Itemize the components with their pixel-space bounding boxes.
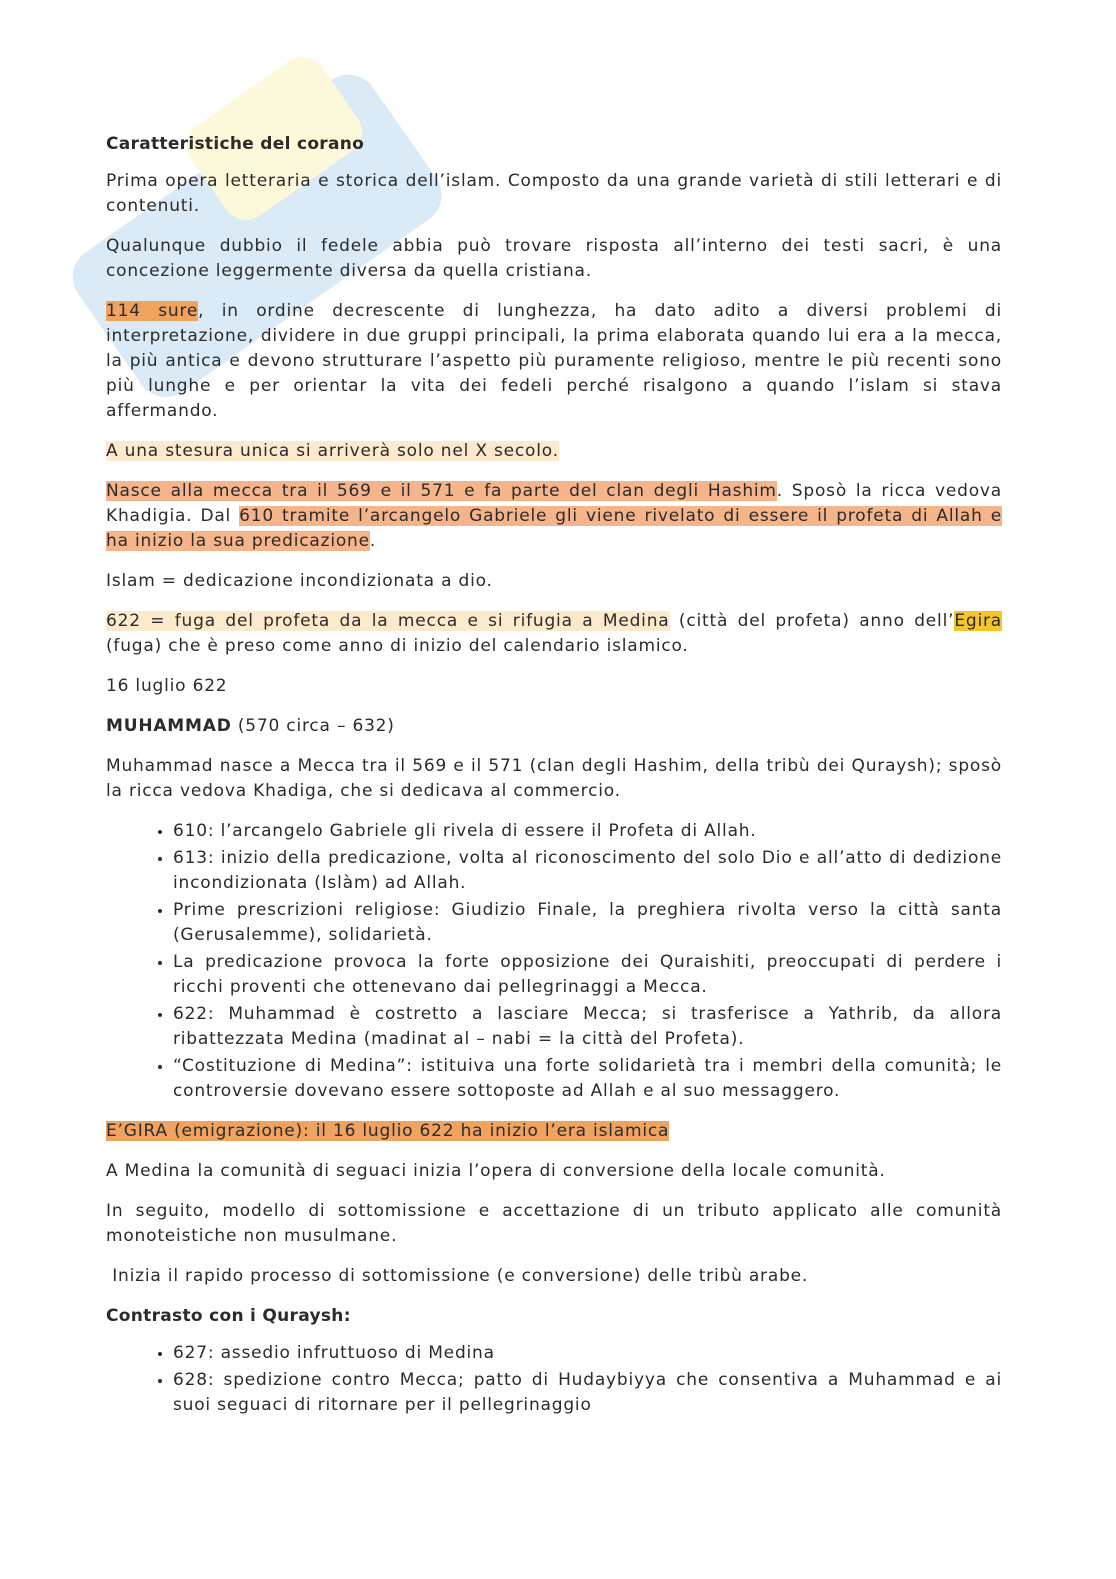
muhammad-heading: MUHAMMAD: [106, 716, 232, 736]
paragraph-7: [106, 609, 1002, 659]
paragraph-4: [106, 439, 1002, 464]
document-title: Caratteristiche del corano: [106, 134, 365, 154]
list-item: • 622: Muhammad è costretto a lasciare Mecca; si trasferisce a Yathrib, da allora ribattezzata Medina (madinat al – nabi = la città del Profeta).: [173, 1002, 1002, 1052]
list-item: • La predicazione provoca la forte opposizione dei Quraishiti, preoccupati di perdere i ricchi proventi che ottenevano dai pellegrinaggi a Mecca.: [173, 950, 1002, 1000]
paragraph-6: Islam = dedicazione incondizionata a dio.: [106, 571, 493, 591]
highlight-stesura: A una stesura unica si arriverà solo nel X secolo.: [106, 441, 559, 461]
paragraph-5-end: .: [369, 531, 377, 551]
list-item: • “Costituzione di Medina”: istituiva una forte solidarietà tra i membri della comunità; le controversie dovevano essere sottoposte ad Allah e al suo messaggero.: [173, 1054, 1002, 1104]
paragraph-1: Prima opera letteraria e storica dell’islam. Composto da una grande varietà di stili letterari e di contenuti.: [106, 171, 1002, 216]
paragraph-3-text: , in ordine decrescente di lunghezza, ha dato adito a diversi problemi di interpretazione, dividere in due gruppi principali, la prima elaborata quando lui era a la mecca, la più antica e devono strutturare l’aspetto più puramente religioso, mentre le più recenti sono più lunghe e per orientar la vita dei fedeli perché risalgono a quando l’islam si stava affermando.: [106, 301, 1002, 421]
bullet-list-2: [106, 1341, 1002, 1418]
paragraph-8: 16 luglio 622: [106, 676, 228, 696]
list-item: • 627: assedio infruttuoso di Medina: [173, 1341, 1002, 1366]
paragraph-14: Inizia il rapido processo di sottomissione (e conversione) delle tribù arabe.: [106, 1266, 809, 1286]
highlight-rivelazione: 610 tramite l’arcangelo Gabriele gli viene rivelato di essere il profeta di Allah e ha inizio la sua predicazione: [106, 506, 1002, 551]
paragraph-5: [106, 479, 1002, 554]
paragraph-12: A Medina la comunità di seguaci inizia l’opera di conversione della locale comunità.: [106, 1161, 886, 1181]
paragraph-10: Muhammad nasce a Mecca tra il 569 e il 571 (clan degli Hashim, della tribù dei Quraysh); sposò la ricca vedova Khadiga, che si dedicava al commercio.: [106, 756, 1002, 801]
bullet-list-1: [106, 819, 1002, 1104]
highlight-114-sure: 114 sure: [106, 301, 199, 321]
muhammad-dates: (570 circa – 632): [231, 716, 395, 736]
list-item: • 613: inizio della predicazione, volta al riconoscimento del solo Dio e all’atto di dedizione incondizionata (Islàm) ad Allah.: [173, 846, 1002, 896]
paragraph-3: [106, 299, 1002, 424]
paragraph-7-text: (città del profeta) anno dell’: [669, 611, 955, 631]
paragraph-5-text: . Sposò la ricca vedova Khadigia. Dal: [106, 481, 1002, 526]
list-item: • 628: spedizione contro Mecca; patto di Hudaybiyya che consentiva a Muhammad e ai suoi seguaci di ritornare per il pellegrinaggio: [173, 1368, 1002, 1418]
section-heading-quraysh: Contrasto con i Quraysh:: [106, 1306, 351, 1326]
paragraph-13: In seguito, modello di sottomissione e accettazione di un tributo applicato alle comunità monoteistiche non musulmane.: [106, 1201, 1002, 1246]
list-item: • 610: l’arcangelo Gabriele gli rivela di essere il Profeta di Allah.: [173, 819, 1002, 844]
paragraph-7-end: (fuga) che è preso come anno di inizio del calendario islamico.: [106, 636, 689, 656]
paragraph-11: [106, 1119, 1002, 1144]
list-item: • Prime prescrizioni religiose: Giudizio Finale, la preghiera rivolta verso la città santa (Gerusalemme), solidarietà.: [173, 898, 1002, 948]
highlight-nascita: Nasce alla mecca tra il 569 e il 571 e fa parte del clan degli Hashim: [106, 481, 777, 501]
highlight-egira: Egira: [954, 611, 1002, 631]
highlight-fuga: 622 = fuga del profeta da la mecca e si rifugia a Medina: [106, 611, 670, 631]
paragraph-2: Qualunque dubbio il fedele abbia può trovare risposta all’interno dei testi sacri, è una concezione leggermente diversa da quella cristiana.: [106, 236, 1002, 281]
document-page: [106, 132, 1002, 1433]
paragraph-9: [106, 714, 1002, 739]
highlight-egira-date: E’GIRA (emigrazione): il 16 luglio 622 ha inizio l’era islamica: [106, 1121, 670, 1141]
